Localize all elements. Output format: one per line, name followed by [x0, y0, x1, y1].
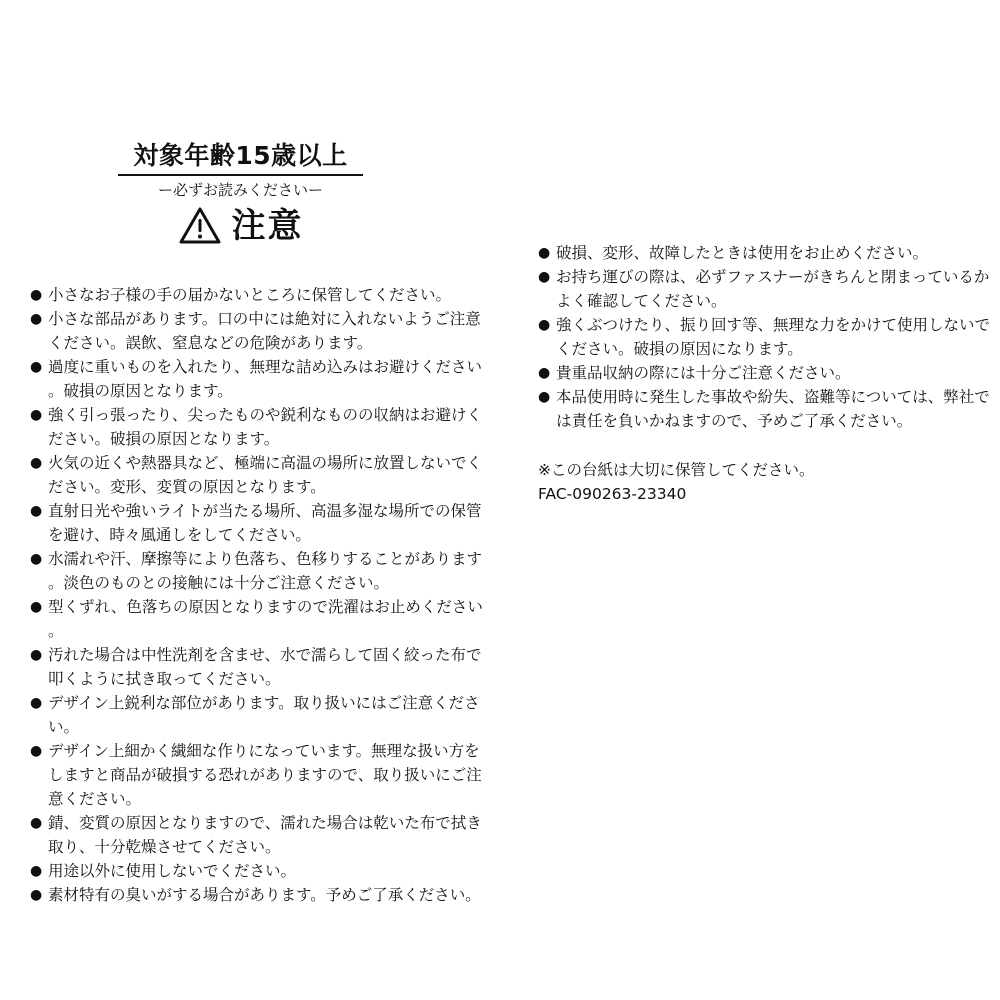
caution-item — [30, 883, 485, 907]
caution-item-text: 本品使用時に発生した事故や紛失、盗難等については、弊社では責任を負いかねますので、予めご了承ください。 — [556, 388, 990, 430]
bullet-icon: ● — [538, 269, 551, 285]
caution-item-text: 用途以外に使用しないでください。 — [48, 862, 297, 880]
caution-item-text: 火気の近くや熱器具など、極端に高温の場所に放置しないでください。変形、変質の原因となります。 — [48, 454, 483, 496]
caution-item — [538, 241, 998, 265]
caution-list-left — [30, 283, 485, 907]
caution-item — [30, 691, 485, 739]
age-rating-title: 対象年齢15歳以上 — [133, 141, 348, 170]
caution-item — [538, 265, 998, 313]
caution-item — [538, 361, 998, 385]
caution-item-text: お持ち運びの際は、必ずファスナーがきちんと閉まっているかよく確認してください。 — [556, 268, 990, 310]
bullet-icon: ● — [30, 863, 43, 879]
caution-item-text: 強くぶつけたり、振り回す等、無理な力をかけて使用しないでください。破損の原因になります。 — [556, 316, 991, 358]
bullet-icon: ● — [30, 407, 43, 423]
bullet-icon: ● — [538, 389, 551, 405]
caution-item-text: 水濡れや汗、摩擦等により色落ち、色移りすることがあります。淡色のものとの接触には十分ご注意ください。 — [48, 550, 483, 592]
caution-item-text: 汚れた場合は中性洗剤を含ませ、水で濡らして固く絞った布で叩くように拭き取ってください。 — [48, 646, 482, 688]
caution-item — [30, 403, 485, 451]
caution-header — [118, 140, 363, 248]
caution-item-text: 強く引っ張ったり、尖ったものや鋭利なものの収納はお避けください。破損の原因となります。 — [48, 406, 483, 448]
bullet-icon: ● — [30, 455, 43, 471]
bullet-icon: ● — [30, 287, 43, 303]
caution-item-text: 直射日光や強いライトが当たる場所、高温多湿な場所での保管を避け、時々風通しをしてください。 — [48, 502, 482, 544]
caution-item-text: 型くずれ、色落ちの原因となりますので洗濯はお止めください。 — [48, 598, 483, 640]
caution-item-text: 破損、変形、故障したときは使用をお止めください。 — [556, 244, 929, 262]
bullet-icon: ● — [30, 887, 43, 903]
bullet-icon: ● — [30, 743, 43, 759]
caution-item — [538, 385, 998, 433]
footer-notes — [538, 458, 978, 506]
bullet-icon: ● — [538, 317, 551, 333]
caution-item-text: 素材特有の臭いがする場合があります。予めご了承ください。 — [48, 886, 481, 904]
caution-item — [30, 451, 485, 499]
caution-item — [30, 355, 485, 403]
caution-item — [538, 313, 998, 361]
bullet-icon: ● — [30, 815, 43, 831]
caution-heading — [118, 204, 363, 248]
caution-item-text: 小さなお子様の手の届かないところに保管してください。 — [48, 286, 452, 304]
caution-item-text: 錆、変質の原因となりますので、濡れた場合は乾いた布で拭き取り、十分乾燥させてください。 — [48, 814, 482, 856]
caution-item — [30, 739, 485, 811]
bullet-icon: ● — [30, 359, 43, 375]
bullet-icon: ● — [30, 503, 43, 519]
caution-item — [30, 283, 485, 307]
caution-title: 注意 — [231, 206, 304, 246]
caution-item — [30, 643, 485, 691]
caution-item-text: 過度に重いものを入れたり、無理な詰め込みはお避けください。破損の原因となります。 — [48, 358, 483, 400]
bullet-icon: ● — [30, 311, 43, 327]
bullet-icon: ● — [538, 365, 551, 381]
caution-item — [30, 859, 485, 883]
caution-item — [30, 499, 485, 547]
warning-triangle-icon — [178, 206, 222, 246]
bullet-icon: ● — [30, 695, 43, 711]
caution-item — [30, 811, 485, 859]
caution-item-text: 貴重品収納の際には十分ご注意ください。 — [556, 364, 851, 382]
bullet-icon: ● — [30, 647, 43, 663]
keep-card-note: ※この台紙は大切に保管してください。 — [538, 461, 815, 479]
read-notice: ー必ずお読みくださいー — [157, 181, 323, 199]
product-code: FAC-090263-23340 — [538, 485, 687, 503]
bullet-icon: ● — [538, 245, 551, 261]
caution-item-text: デザイン上細かく繊細な作りになっています。無理な扱い方をしますと商品が破損する恐れがありますので、取り扱いにご注意ください。 — [48, 742, 482, 808]
caution-item-text: デザイン上鋭利な部位があります。取り扱いにはご注意ください。 — [48, 694, 480, 736]
caution-item — [30, 307, 485, 355]
caution-item — [30, 547, 485, 595]
caution-list-right — [538, 241, 998, 433]
bullet-icon: ● — [30, 599, 43, 615]
header-divider — [118, 174, 363, 176]
caution-item-text: 小さな部品があります。口の中には絶対に入れないようご注意ください。誤飲、窒息などの危険があります。 — [48, 310, 481, 352]
bullet-icon: ● — [30, 551, 43, 567]
caution-item — [30, 595, 485, 643]
